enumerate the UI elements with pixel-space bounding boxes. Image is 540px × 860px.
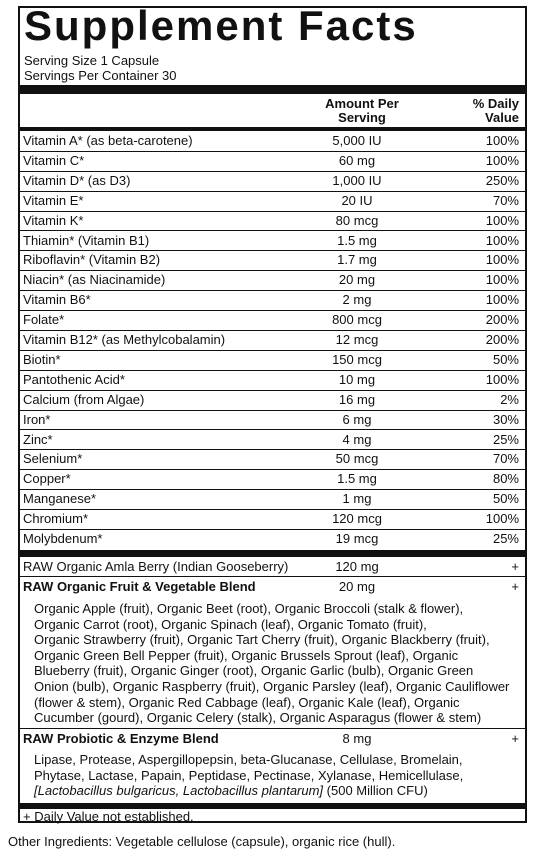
nutrient-dv: 25%	[492, 531, 519, 546]
nutrient-name: Vitamin D* (as D3)	[23, 172, 131, 188]
nutrient-name: Niacin* (as Niacinamide)	[23, 272, 166, 288]
nutrient-row	[20, 132, 525, 152]
amount-header: Amount Per Serving	[325, 96, 399, 125]
fruit-line: Organic Green Bell Pepper (fruit), Organic Brussels Sprout (leaf), Organic	[34, 647, 459, 663]
nutrient-dv: 2%	[500, 391, 519, 407]
fruit-line: (flower & stem), Organic Red Cabbage (leaf), Organic Kale (leaf), Organic	[34, 694, 460, 710]
other-ingredients: Other Ingredients: Vegetable cellulose (capsule), organic rice (hull).	[8, 834, 396, 849]
probiotic-strains: [Lactobacillus bulgaricus, Lactobacillus plantarum]	[34, 783, 324, 799]
nutrient-dv: 100%	[485, 232, 519, 248]
nutrient-name: Biotin*	[23, 351, 61, 367]
nutrient-row	[20, 152, 525, 172]
nutrient-dv: 50%	[492, 351, 519, 367]
servings-per-container: Servings Per Container 30	[24, 68, 177, 83]
nutrient-row	[20, 470, 525, 490]
probiotic-blend-amount: 8 mg	[342, 731, 372, 746]
nutrient-name: Riboflavin* (Vitamin B2)	[23, 252, 161, 268]
nutrient-dv: 200%	[485, 332, 519, 347]
fruit-line: Organic Strawberry (fruit), Organic Tart Cherry (fruit), Organic Blackberry (fruit),	[34, 632, 490, 648]
fruit-line: Blueberry (fruit), Organic Ginger (root), Organic Garlic (bulb), Organic Green	[34, 663, 474, 679]
nutrient-name: Molybdenum*	[23, 531, 103, 546]
nutrient-amount: 120 mcg	[332, 511, 382, 527]
nutrient-row	[20, 331, 525, 351]
nutrient-dv: 100%	[485, 252, 519, 268]
nutrient-dv: 70%	[492, 192, 519, 208]
nutrient-amount: 19 mcg	[335, 531, 379, 546]
nutrient-dv: 100%	[485, 152, 519, 168]
nutrient-name: Iron*	[23, 411, 51, 427]
nutrient-row	[20, 251, 525, 271]
nutrient-name: Vitamin B6*	[23, 292, 91, 308]
nutrient-amount: 1.7 mg	[337, 252, 377, 268]
fruit-blend-name: RAW Organic Fruit & Vegetable Blend	[23, 579, 256, 594]
blend-divider	[20, 550, 525, 557]
nutrient-dv: 200%	[485, 312, 519, 328]
fruit-blend-ingredients	[34, 601, 521, 726]
nutrient-row	[20, 510, 525, 530]
thick-divider	[20, 85, 525, 94]
nutrient-amount: 1.5 mg	[337, 232, 377, 248]
daily-value-header: % Daily Value	[472, 96, 519, 125]
nutrient-amount: 80 mcg	[335, 212, 379, 228]
nutrient-amount: 800 mcg	[332, 312, 382, 328]
nutrient-amount: 12 mcg	[335, 332, 379, 347]
nutrient-row	[20, 192, 525, 212]
amla-row	[20, 558, 525, 577]
nutrient-name: Copper*	[23, 471, 71, 487]
header-divider	[20, 127, 525, 131]
nutrient-name: Zinc*	[23, 431, 53, 447]
nutrient-amount: 20 IU	[341, 192, 373, 208]
nutrient-name: Chromium*	[23, 511, 89, 527]
fruit-blend-dv: +	[511, 579, 519, 594]
nutrient-dv: 100%	[485, 133, 519, 148]
footnote: + Daily Value not established.	[23, 809, 194, 824]
nutrient-amount: 20 mg	[338, 272, 376, 288]
nutrient-row	[20, 351, 525, 371]
nutrient-dv: 50%	[492, 491, 519, 507]
fruit-line: Onion (bulb), Organic Raspberry (fruit), Organic Parsley (leaf), Organic Cauliflower	[34, 678, 510, 694]
nutrient-amount: 10 mg	[338, 371, 376, 387]
nutrient-name: Selenium*	[23, 451, 83, 467]
amla-amount: 120 mg	[335, 559, 379, 574]
nutrient-amount: 4 mg	[342, 431, 372, 447]
nutrient-row	[20, 271, 525, 291]
probiotic-line: Phytase, Lactase, Papain, Peptidase, Pectinase, Xylanase, Hemicellulase,	[34, 767, 464, 783]
nutrient-name: Calcium (from Algae)	[23, 391, 145, 407]
nutrient-row	[20, 371, 525, 391]
nutrient-amount: 1.5 mg	[337, 471, 377, 487]
nutrient-row	[20, 530, 525, 550]
nutrient-amount: 5,000 IU	[332, 133, 382, 148]
probiotic-line	[34, 783, 521, 799]
fruit-blend-row	[20, 578, 525, 597]
nutrient-name: Vitamin B12* (as Methylcobalamin)	[23, 332, 226, 347]
nutrient-name: Thiamin* (Vitamin B1)	[23, 232, 150, 248]
nutrient-row	[20, 411, 525, 431]
nutrient-name: Pantothenic Acid*	[23, 371, 125, 387]
nutrient-dv: 250%	[485, 172, 519, 188]
nutrient-amount: 60 mg	[338, 152, 376, 168]
nutrient-row	[20, 291, 525, 311]
probiotic-blend-dv: +	[511, 731, 519, 746]
probiotic-blend-name: RAW Probiotic & Enzyme Blend	[23, 731, 219, 746]
nutrient-amount: 1 mg	[342, 491, 372, 507]
nutrient-amount: 6 mg	[342, 411, 372, 427]
nutrient-row	[20, 431, 525, 451]
panel-title: Supplement Facts	[24, 2, 418, 49]
fruit-line: Organic Carrot (root), Organic Spinach (leaf), Organic Tomato (fruit),	[34, 616, 427, 632]
fruit-blend-amount: 20 mg	[338, 579, 376, 594]
nutrient-dv: 30%	[492, 411, 519, 427]
serving-size: Serving Size 1 Capsule	[24, 53, 160, 68]
nutrient-row	[20, 450, 525, 470]
supplement-facts-panel	[18, 2, 527, 824]
nutrient-amount: 16 mg	[338, 391, 376, 407]
probiotic-blend-row	[20, 730, 525, 749]
nutrient-name: Vitamin C*	[23, 152, 85, 168]
nutrient-dv: 100%	[485, 371, 519, 387]
nutrient-dv: 70%	[492, 451, 519, 467]
nutrient-name: Vitamin A* (as beta-carotene)	[23, 133, 193, 148]
probiotic-blend-ingredients	[34, 752, 521, 799]
nutrient-name: Manganese*	[23, 491, 96, 507]
probiotic-top-rule	[20, 728, 525, 729]
fruit-line: Cucumber (gourd), Organic Celery (stalk), Organic Asparagus (flower & stem)	[34, 710, 482, 726]
nutrient-row	[20, 232, 525, 252]
fruit-line: Organic Apple (fruit), Organic Beet (root), Organic Broccoli (stalk & flower),	[34, 601, 464, 616]
nutrient-dv: 100%	[485, 511, 519, 527]
nutrient-amount: 50 mcg	[335, 451, 379, 467]
amla-name: RAW Organic Amla Berry (Indian Gooseberry)	[23, 559, 289, 574]
nutrient-amount: 150 mcg	[332, 351, 382, 367]
nutrient-row	[20, 172, 525, 192]
nutrient-row	[20, 212, 525, 232]
nutrient-name: Folate*	[23, 312, 65, 328]
nutrient-row	[20, 391, 525, 411]
nutrient-name: Vitamin E*	[23, 192, 84, 208]
nutrient-row	[20, 490, 525, 510]
nutrient-amount: 1,000 IU	[332, 172, 382, 188]
probiotic-line: Lipase, Protease, Aspergillopepsin, beta-Glucanase, Cellulase, Bromelain,	[34, 752, 463, 767]
probiotic-cfu: (500 Million CFU)	[323, 783, 428, 799]
nutrient-dv: 100%	[485, 212, 519, 228]
nutrient-dv: 100%	[485, 272, 519, 288]
nutrient-amount: 2 mg	[342, 292, 372, 308]
nutrient-dv: 80%	[492, 471, 519, 487]
nutrient-dv: 100%	[485, 292, 519, 308]
nutrient-row	[20, 311, 525, 331]
nutrient-name: Vitamin K*	[23, 212, 84, 228]
nutrient-dv: 25%	[492, 431, 519, 447]
amla-dv: +	[511, 559, 519, 574]
